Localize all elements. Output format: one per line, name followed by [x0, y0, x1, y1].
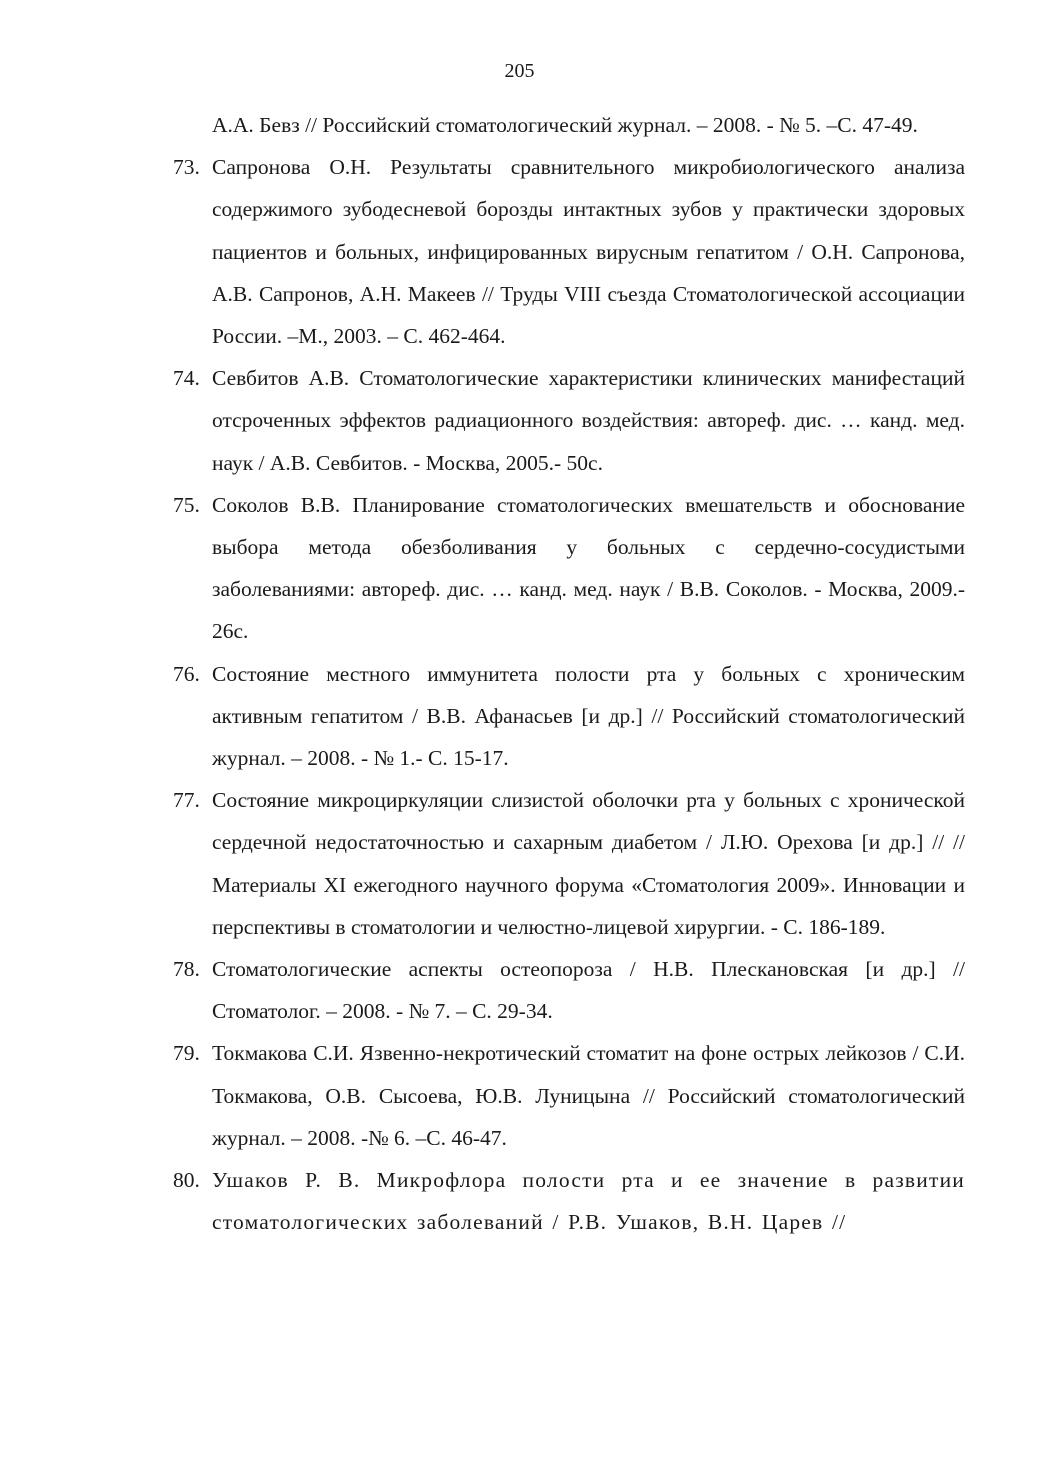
reference-number: 73.	[173, 155, 200, 180]
reference-text: Соколов В.В. Планирование стоматологических вмешательств и обоснование выбора метода обезболивания у больных с сердечно-сосудистыми заболеваниями: автореф. дис. … канд. мед. наук / В.В. Соколов. - Москва, 2009.- 26с.	[212, 492, 965, 644]
reference-entry-78	[173, 948, 965, 1032]
reference-entry-75	[173, 484, 965, 653]
page-number: 205	[504, 60, 535, 82]
reference-entry-80	[173, 1159, 965, 1243]
reference-number: 77.	[173, 788, 200, 813]
reference-text: Сапронова О.Н. Результаты сравнительного микробиологического анализа содержимого зубодесневой борозды интактных зубов у практически здоровых пациентов и больных, инфицированных вирусным гепатитом / О.Н. Сапронова, А.В. Сапронов, А.Н. Макеев // Труды VIII съезда Стоматологической ассоциации России. –М., 2003. – С. 462-464.	[212, 155, 965, 349]
reference-entry-73	[173, 146, 965, 357]
reference-text: Ушаков Р. В. Микрофлора полости рта и ее значение в развитии стоматологических заболеваний / Р.В. Ушаков, В.Н. Царев //	[212, 1168, 965, 1235]
reference-entry-79	[173, 1032, 965, 1159]
reference-text: Состояние микроциркуляции слизистой оболочки рта у больных с хронической сердечной недостаточностью и сахарным диабетом / Л.Ю. Орехова [и др.] // // Материалы XI ежегодного научного форума «Стоматология 2009». Инновации и перспективы в стоматологии и челюстно-лицевой хирургии. - С. 186-189.	[212, 788, 965, 939]
reference-text: А.А. Бевз // Российский стоматологический журнал. – 2008. - № 5. –С. 47-49.	[212, 113, 918, 137]
reference-entry-77	[173, 779, 965, 948]
reference-entry-74	[173, 357, 965, 484]
reference-number: 76.	[173, 661, 200, 686]
reference-text: Стоматологические аспекты остеопороза / Н.В. Плескановская [и др.] // Стоматолог. – 2008. - № 7. – С. 29-34.	[212, 957, 965, 1024]
reference-entry-76	[173, 653, 965, 780]
reference-text: Севбитов А.В. Стоматологические характеристики клинических манифестаций отсроченных эффектов радиационного воздействия: автореф. дис. … канд. мед. наук / А.В. Севбитов. - Москва, 2005.- 50с.	[212, 366, 965, 475]
reference-number: 78.	[173, 957, 200, 982]
reference-number: 74.	[173, 366, 200, 391]
reference-entry-continuation	[173, 104, 965, 146]
reference-list	[173, 104, 965, 1243]
reference-number: 75.	[173, 492, 200, 517]
reference-text: Токмакова С.И. Язвенно-некротический стоматит на фоне острых лейкозов / С.И. Токмакова, О.В. Сысоева, Ю.В. Луницына // Российский стоматологический журнал. – 2008. -№ 6. –С. 46-47.	[212, 1041, 965, 1150]
reference-number: 80.	[173, 1168, 200, 1193]
reference-text: Состояние местного иммунитета полости рта у больных с хроническим активным гепатитом / В.В. Афанасьев [и др.] // Российский стоматологический журнал. – 2008. - № 1.- С. 15-17.	[212, 661, 965, 771]
reference-number: 79.	[173, 1041, 200, 1066]
